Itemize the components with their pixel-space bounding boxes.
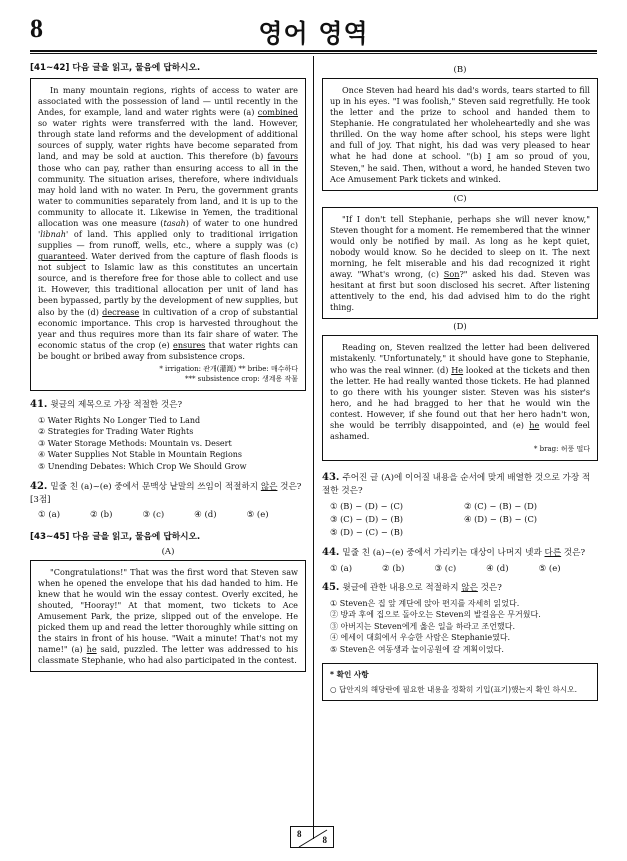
q43-option[interactable]: ③ (C) − (D) − (B) xyxy=(330,513,404,524)
passage-water-rights xyxy=(30,78,306,391)
underline-b: favours xyxy=(267,151,298,162)
column-divider xyxy=(313,56,314,839)
q42-option[interactable]: ① (a) xyxy=(38,509,61,520)
notice-text: ○ 답안지의 해당란에 필요한 내용을 정확히 기입(표기)했는지 확인 하시오. xyxy=(330,684,578,694)
passage-c-label: (C) xyxy=(453,193,467,204)
q45-option[interactable]: ① Steven은 집 앞 계단에 앉아 편지를 자세히 읽었다. xyxy=(330,598,520,608)
question-42: 42. 밑줄 친 (a)~(e) 중에서 문맥상 낱말의 쓰임이 적절하지 않은 것은? [3점] ① (a) ② (b) ③ (c) ④ (d) ⑤ (e) xyxy=(30,480,306,520)
q44-option[interactable]: ② (b) xyxy=(382,563,405,574)
q41-options xyxy=(30,415,306,473)
underline-e: ensures xyxy=(173,339,206,350)
q41-option[interactable]: ③ Water Storage Methods: Mountain vs. Desert xyxy=(38,438,232,448)
q45-options xyxy=(322,598,598,656)
underline-a: combined xyxy=(257,107,298,118)
passage-d: Reading on, Steven realized the letter had been delivered mistakenly. "Unfortunately," it should have gone to Stephanie, who was the real winner. (d) He looked at the tickets and then the letter. He had really wanted those tickets. He had planned to go there with his younger sister. Steven was his sister's hero, and he had bragged to her that he would win the contest. However, if she found out that her hero hadn't won, she would be terribly disappointed, and (e) he would feel ashamed. * brag: 허풍 떨다 xyxy=(322,335,598,461)
page-current: 8 xyxy=(297,829,302,839)
question-44: 44. 밑줄 친 (a)~(e) 중에서 가리키는 대상이 나머지 넷과 다른 것은? ① (a) ② (b) ③ (c) ④ (d) ⑤ (e) xyxy=(322,546,598,574)
passage-text: In many mountain regions, rights of access to water are associated with the possession of land — until recently in the Andes, for example, land and water rights were (a) combined so water rights were transferred with the land. However, through state land reforms and the development of additional sources of supply, water rights have become separated from land, and may be sold at auction. This therefore (b) favours those who can pay, rather than ensuring access to all in the community. The situation arises, therefore, where individuals may hold land with no water. In Peru, the government grants water to communities separately from land, and it is up to the community to allocate it. Likewise in Yemen, the traditional allocation was one measure (tasah) of water to one hundred 'libnah' of land. This applied only to traditional irrigation supplies — from runoff, wells, etc., where a supply was (c) guaranteed. Water derived from the capture of flash floods is not subject to Islamic law as this constitutes an uncertain source, and is therefore free for those able to collect and use it. However, this traditional allocation per unit of land has been bypassed, partly by the development of new supplies, but also by the (d) decrease in cultivation of a crop of substantial economic importance. This crop is harvested throughout the year and thus requires more than its fair share of water. The economic status of the crop (e) ensures that water rights can be bought or bribed away from subsistence crops. xyxy=(38,85,298,361)
page-title: 영어 영역 xyxy=(258,19,369,48)
q44-option[interactable]: ① (a) xyxy=(330,563,353,574)
notice-box xyxy=(322,663,598,701)
left-column xyxy=(30,58,306,672)
passage-b-label: (B) xyxy=(453,65,467,75)
page-total: 8 xyxy=(322,835,327,845)
q45-option[interactable]: ⑤ Steven은 여동생과 놀이공원에 갈 계획이었다. xyxy=(330,644,504,654)
q44-options xyxy=(322,564,598,574)
q41-option[interactable]: ④ Water Supplies Not Stable in Mountain Regions xyxy=(38,450,243,460)
passage-a-label: (A) xyxy=(161,546,175,557)
underline-c: guaranteed xyxy=(38,251,86,262)
q43-option[interactable]: ① (B) − (D) − (C) xyxy=(330,500,404,511)
q42-option[interactable]: ② (b) xyxy=(90,509,113,520)
q42-option[interactable]: ③ (c) xyxy=(142,509,165,520)
passage-c: "If I don't tell Stephanie, perhaps she will never know," Steven thought for a moment. He remembered that the winner would only be notified by mail. As long as he kept quiet, nobody would know. So he decided to sleep on it. The next morning, he felt miserable and his dad recognized it right away. "What's wrong, (c) Son?" asked his dad. Steven was hesitant at first but soon disclosed his secret. After listening attentively to the end, his dad advised him to do the right thing. xyxy=(322,207,598,320)
header-rule-thin xyxy=(30,53,597,54)
q44-option[interactable]: ⑤ (e) xyxy=(538,563,561,574)
q41-option[interactable]: ② Strategies for Trading Water Rights xyxy=(38,427,194,437)
q44-option[interactable]: ③ (c) xyxy=(434,563,457,574)
q42-option[interactable]: ⑤ (e) xyxy=(246,509,269,520)
section-43-45-title: [43~45] 다음 글을 읽고, 물음에 답하시오. xyxy=(30,531,201,542)
q43-option[interactable]: ④ (D) − (B) − (C) xyxy=(464,513,538,524)
question-45: 45. 윗글에 관한 내용으로 적절하지 않은 것은? ① Steven은 집 앞 계단에 앉아 편지를 자세히 읽었다. ② 방과 후에 집으로 돌아오는 Steven의 발걸음은 무거웠다. ③ 아버지는 Steven에게 옳은 일을 하라고 조언했다. ④ 에세이 대회에서 우승한 사람은 Stephanie였다. ⑤ Steven은 여동생과 놀이공원에 갈 계획이었다. xyxy=(322,581,598,656)
section-41-42-title: [41~42] 다음 글을 읽고, 물음에 답하시오. xyxy=(30,63,201,73)
q43-option[interactable]: ⑤ (D) − (C) − (B) xyxy=(330,526,404,537)
page-indicator xyxy=(290,826,334,848)
q45-option[interactable]: ② 방과 후에 집으로 돌아오는 Steven의 발걸음은 무거웠다. xyxy=(330,610,541,620)
q42-option[interactable]: ④ (d) xyxy=(194,509,217,520)
header-rule xyxy=(30,50,597,52)
q42-options xyxy=(30,510,306,520)
q43-option[interactable]: ② (C) − (B) − (D) xyxy=(464,500,538,511)
q45-option[interactable]: ③ 아버지는 Steven에게 옳은 일을 하라고 조언했다. xyxy=(330,621,516,631)
notice-title: * 확인 사항 xyxy=(330,670,369,680)
right-column xyxy=(322,62,598,701)
q45-option[interactable]: ④ 에세이 대회에서 우승한 사람은 Stephanie였다. xyxy=(330,633,511,643)
q44-option[interactable]: ④ (d) xyxy=(486,563,509,574)
q41-option[interactable]: ⑤ Unending Debates: Which Crop We Should Grow xyxy=(38,461,247,471)
passage-a: "Congratulations!" That was the first word that Steven saw when he opened the envelope that his dad handed to him. He knew that he would win the essay contest. Overly excited, he shouted, "Hooray!" At that moment, two tickets to Ace Amusement Park, the prize, slipped out of the envelope. He picked them up and read the letter thoroughly while sitting on the stairs in front of his house. "Wait a minute! That's not my name!" (a) he said, puzzled. The letter was addressed to his classmate Stephanie, who had also participated in the contest. xyxy=(30,560,306,673)
q41-option[interactable]: ① Water Rights No Longer Tied to Land xyxy=(38,415,201,425)
underline-d: decrease xyxy=(102,306,140,317)
passage-d-label: (D) xyxy=(453,322,467,333)
question-41: 41. 윗글의 제목으로 가장 적절한 것은? ① Water Rights No Longer Tied to Land ② Strategies for Trading Water Rights ③ Water Storage Methods: Mountain vs. Desert ④ Water Supplies Not Stable in Mountain Regions ⑤ Unending Debates: Which Crop We Should Grow xyxy=(30,398,306,473)
q43-options xyxy=(322,500,598,539)
footnote: * brag: 허풍 떨다 xyxy=(533,445,590,454)
page-number: 8 xyxy=(30,14,43,43)
question-43: 43. 주어진 글 (A)에 이어질 내용을 순서에 맞게 배열한 것으로 가장 적절한 것은? ① (B) − (D) − (C) ② (C) − (B) − (D) ③ (C) − (D) − (B) ④ (D) − (B) − (C) ⑤ (D) − (C) − (B) xyxy=(322,471,598,539)
footnote: * irrigation: 관개(灌漑) ** bribe: 매수하다 *** subsistence crop: 생계용 작물 xyxy=(159,364,298,383)
passage-b: Once Steven had heard his dad's words, tears started to fill up in his eyes. "I was foolish," Steven said regretfully. He took the letter and the prize to school and handed them to Stephanie. He congratulated her wholeheartedly and she was thrilled. On the way home after school, his steps were light and full of joy. That night, his dad was very pleased to hear what he had done at school. "(b) I am so proud of you, Steven," he said. Then, without a word, he handed Steven two Ace Amusement Park tickets and winked. xyxy=(322,78,598,191)
